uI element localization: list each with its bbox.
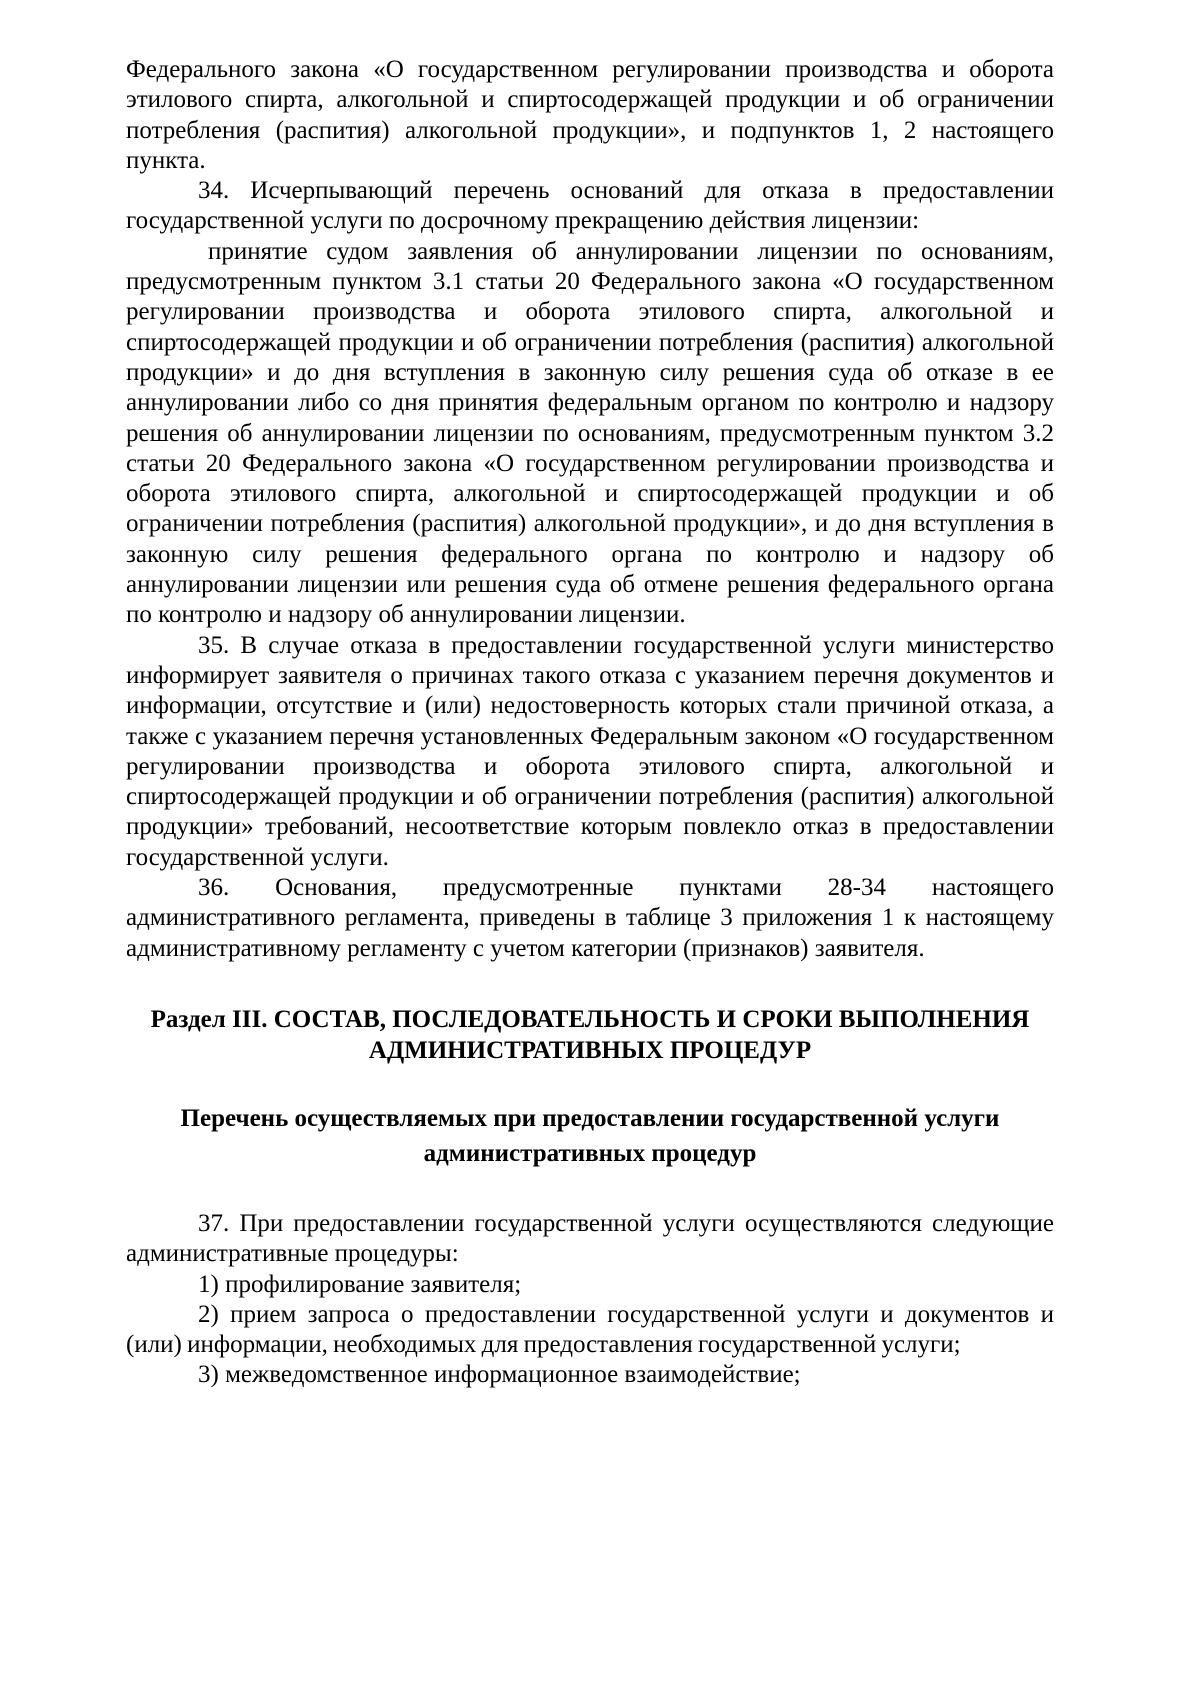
paragraph-item-34-detail: принятие судом заявления об аннулировании лицензии по основаниям, предусмотренным пунктом 3.1 статьи 20 Федерального закона «О государственном регулировании производства и оборота этилового спирта, алкогольной и спиртосодержащей продукции и об ограничении потребления (распития) алкогольной продукции» и до дня вступления в законную силу решения суда об отказе в ее аннулировании либо со дня принятия федеральным органом по контролю и надзору решения об аннулировании лицензии по основаниям, предусмотренным пунктом 3.2 статьи 20 Федерального закона «О государственном регулировании производства и оборота этилового спирта, алкогольной и спиртосодержащей продукции и об ограничении потребления (распития) алкогольной продукции», и до дня вступления в законную силу решения федерального органа по контролю и надзору об аннулировании лицензии или решения суда об отмене решения федерального органа по контролю и надзору об аннулировании лицензии. bbox=[126, 237, 1054, 629]
paragraph-item-35: 35. В случае отказа в предоставлении государственной услуги министерство информирует заявителя о причинах такого отказа с указанием перечня документов и информации, отсутствие и (или) недостоверность которых стали причиной отказа, а также с указанием перечня установленных Федеральным законом «О государственном регулировании производства и оборота этилового спирта, алкогольной и спиртосодержащей продукции и об ограничении потребления (распития) алкогольной продукции» требований, несоответствие которым повлекло отказ в предоставлении государственной услуги. bbox=[126, 631, 1054, 871]
document-body bbox=[126, 55, 1054, 1391]
list-item-3: 3) межведомственное информационное взаимодействие; bbox=[198, 1361, 801, 1389]
list-item-1: 1) профилирование заявителя; bbox=[198, 1270, 522, 1298]
subsection-heading: Перечень осуществляемых при предоставлении государственной услуги административных процедур bbox=[180, 1104, 1000, 1167]
paragraph-item-36: 36. Основания, предусмотренные пунктами 28-34 настоящего административного регламента, приведены в таблице 3 приложения 1 к настоящему административному регламенту с учетом категории (признаков) заявителя. bbox=[126, 874, 1054, 962]
list-item-2: 2) прием запроса о предоставлении государственной услуги и документов и (или) информации, необходимых для предоставления государственной услуги; bbox=[126, 1300, 1054, 1359]
paragraph-item-37: 37. При предоставлении государственной услуги осуществляются следующие административные процедуры: bbox=[126, 1209, 1054, 1268]
paragraph-item-34: 34. Исчерпывающий перечень оснований для отказа в предоставлении государственной услуги по досрочному прекращению действия лицензии: bbox=[126, 177, 1054, 235]
section-heading: Раздел III. СОСТАВ, ПОСЛЕДОВАТЕЛЬНОСТЬ И СРОКИ ВЫПОЛНЕНИЯ АДМИНИСТРАТИВНЫХ ПРОЦЕДУР bbox=[150, 1005, 1030, 1064]
paragraph-continuation: Федерального закона «О государственном регулировании производства и оборота этилового спирта, алкогольной и спиртосодержащей продукции и об ограничении потребления (распития) алкогольной продукции», и подпунктов 1, 2 настоящего пункта. bbox=[126, 56, 1054, 174]
